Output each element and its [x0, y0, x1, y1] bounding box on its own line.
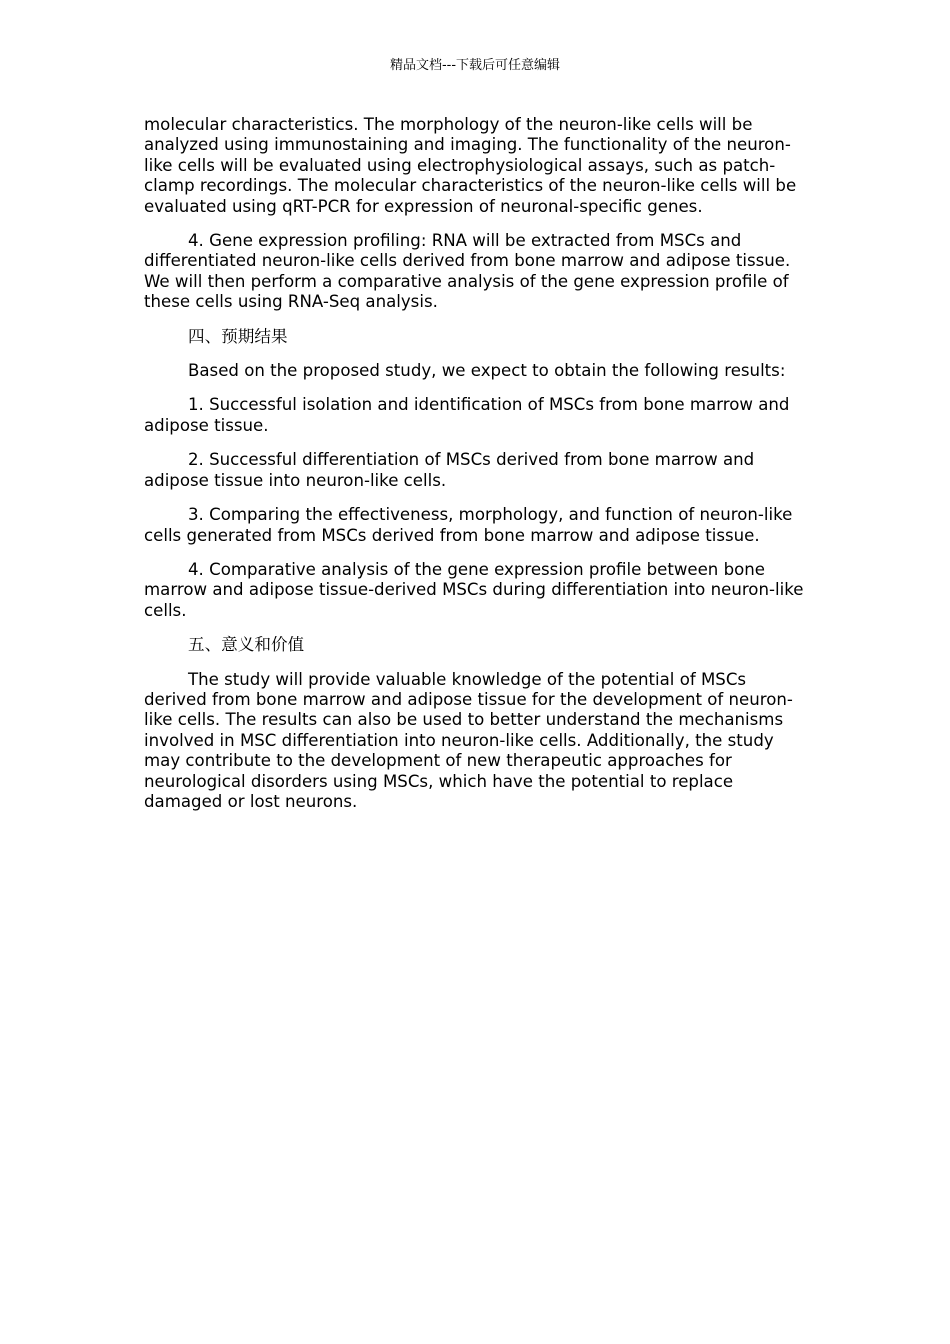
paragraph-methods-continuation: molecular characteristics. The morphology of the neuron-like cells will be analyzed using immunostaining and imaging. The functionality of the neuron-like cells will be evaluated using electrophysiological assays, such as patch-clamp recordings. The molecular characteristics of the neuron-like cells will be evaluated using qRT-PCR for expression of neuronal-specific genes. [144, 115, 797, 216]
section-heading-significance: 五、意义和价值 [188, 635, 305, 655]
paragraph-expected-intro: Based on the proposed study, we expect to obtain the following results: [188, 361, 786, 381]
paragraph-gene-expression-profiling: 4. Gene expression profiling: RNA will be extracted from MSCs and differentiated neuron-like cells derived from bone marrow and adipose tissue. We will then perform a comparative analysis of the gene expression profile of these cells using RNA-Seq analysis. [144, 231, 791, 312]
result-item-4: 4. Comparative analysis of the gene expression profile between bone marrow and adipose tissue-derived MSCs during differentiation into neuron-like cells. [144, 559, 804, 620]
paragraph-significance: The study will provide valuable knowledge of the potential of MSCs derived from bone marrow and adipose tissue for the development of neuron-like cells. The results can also be used to better understand the mechanisms involved in MSC differentiation into neuron-like cells. Additionally, the study may contribute to the development of new therapeutic approaches for neurological disorders using MSCs, which have the potential to replace damaged or lost neurons. [144, 669, 793, 811]
result-item-3: 3. Comparing the effectiveness, morphology, and function of neuron-like cells generated from MSCs derived from bone marrow and adipose tissue. [144, 505, 793, 545]
page-header: 精品文档---下载后可任意编辑 [389, 58, 561, 73]
result-item-2: 2. Successful differentiation of MSCs derived from bone marrow and adipose tissue into neuron-like cells. [144, 450, 755, 490]
section-heading-expected-results: 四、预期结果 [188, 326, 288, 346]
document-body [144, 115, 806, 826]
result-item-1: 1. Successful isolation and identification of MSCs from bone marrow and adipose tissue. [144, 395, 790, 435]
